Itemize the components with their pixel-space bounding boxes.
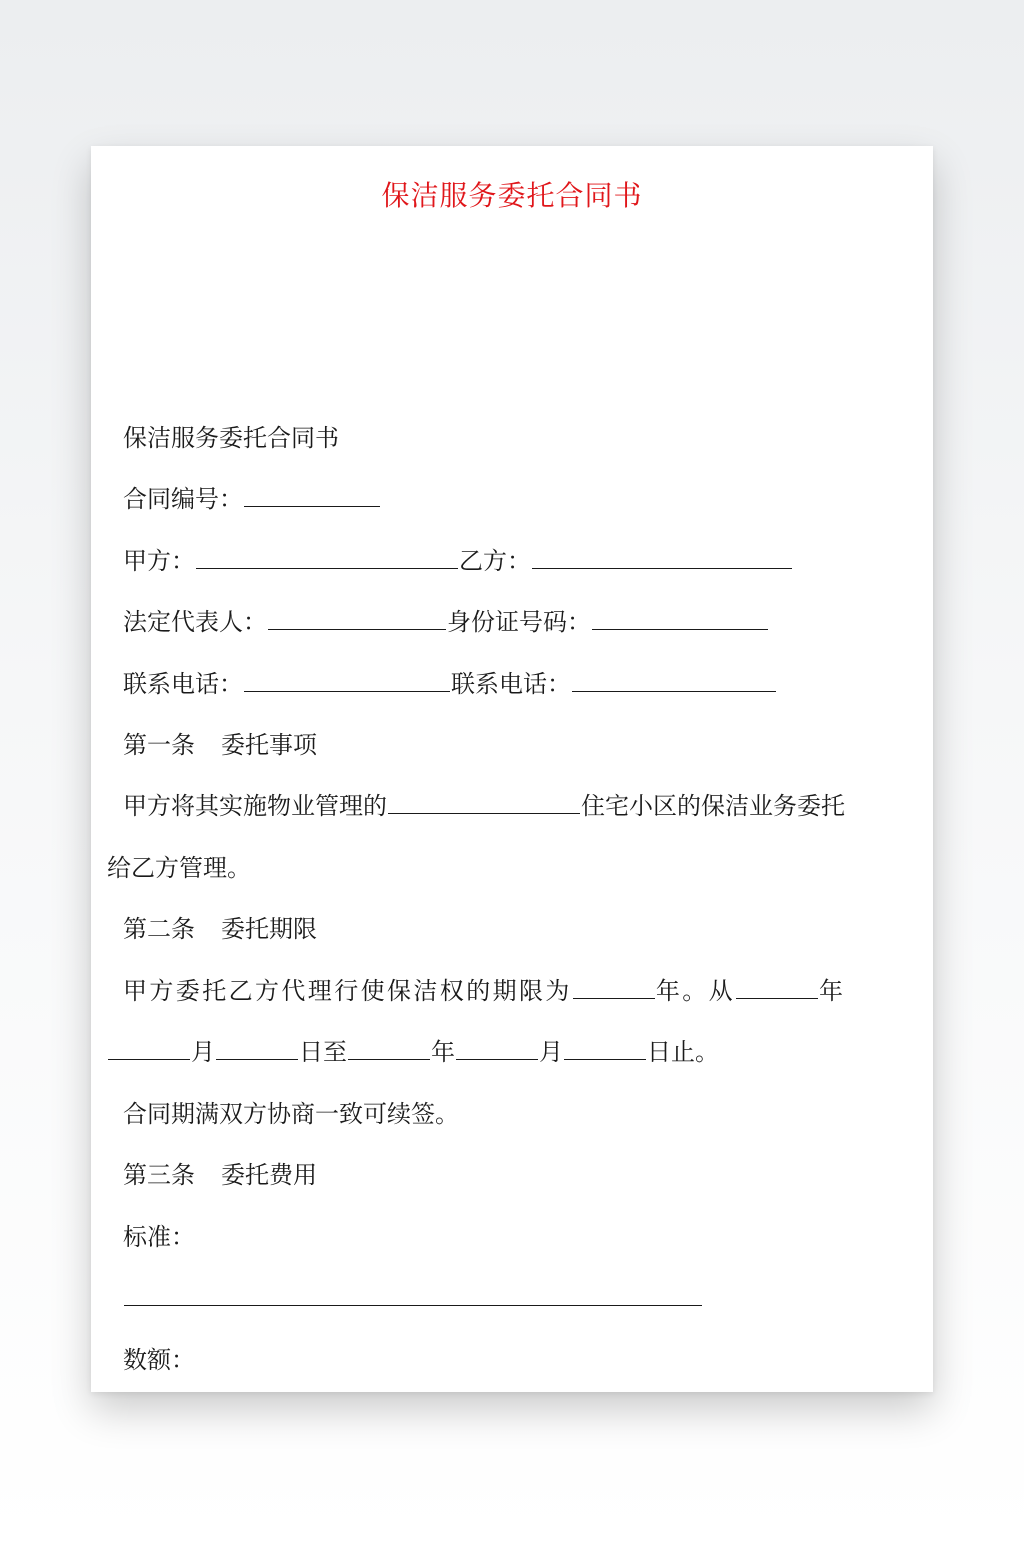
start-month-blank [108, 1037, 190, 1060]
party-b-label: 乙方： [459, 547, 531, 575]
article-2-number: 第二条 [123, 915, 195, 943]
document-title: 保洁服务委托合同书 [381, 179, 643, 212]
id-number-blank [592, 607, 768, 630]
contract-number-blank [244, 484, 380, 507]
phone-a-label: 联系电话： [123, 670, 243, 698]
article-3-title: 委托费用 [221, 1161, 317, 1189]
community-name-blank [388, 791, 580, 814]
article-2-day-end: 日止。 [647, 1038, 719, 1066]
start-year-blank [736, 976, 818, 999]
standard-blank [124, 1283, 702, 1306]
article-2-end-year-label: 年 [431, 1038, 455, 1066]
phone-row [123, 669, 777, 699]
phone-b-blank [572, 669, 776, 692]
article-2-title: 委托期限 [221, 915, 317, 943]
legal-representative-blank [268, 607, 446, 630]
term-years-blank [573, 976, 655, 999]
end-year-blank [348, 1037, 430, 1060]
article-2-end-month-label: 月 [539, 1038, 563, 1066]
party-a-blank [196, 546, 458, 569]
article-1-text-line1 [123, 791, 845, 821]
document-subtitle: 保洁服务委托合同书 [123, 424, 339, 452]
contract-number-label: 合同编号： [123, 485, 243, 513]
article-1-text-line2: 给乙方管理。 [107, 854, 251, 882]
article-2-heading [123, 914, 317, 944]
article-1-number: 第一条 [123, 731, 195, 759]
article-2-text-line2 [107, 1037, 719, 1067]
article-2-month-label: 月 [191, 1038, 215, 1066]
article-1-text-b: 住宅小区的保洁业务委托 [581, 792, 845, 820]
article-3-number: 第三条 [123, 1161, 195, 1189]
parties-row [123, 546, 793, 576]
end-month-blank [456, 1037, 538, 1060]
article-2-day-to: 日至 [299, 1038, 347, 1066]
representative-row [123, 607, 769, 637]
article-2-year-label: 年 [819, 977, 846, 1005]
id-number-label: 身份证号码： [447, 608, 591, 636]
contract-number-row [123, 484, 381, 514]
standard-row [123, 1283, 703, 1313]
standard-label: 标准： [123, 1223, 195, 1251]
article-2-renewal: 合同期满双方协商一致可续签。 [123, 1100, 459, 1128]
article-1-heading [123, 730, 317, 760]
phone-a-blank [244, 669, 450, 692]
end-day-blank [564, 1037, 646, 1060]
amount-label: 数额： [123, 1346, 195, 1374]
article-1-title: 委托事项 [221, 731, 317, 759]
contract-page [91, 146, 933, 1392]
article-2-text-a: 甲方委托乙方代理行使保洁权的期限为 [123, 977, 572, 1005]
article-3-heading [123, 1160, 317, 1190]
party-b-blank [532, 546, 792, 569]
article-2-text-line1 [123, 976, 845, 1006]
start-day-blank [216, 1037, 298, 1060]
legal-representative-label: 法定代表人： [123, 608, 267, 636]
party-a-label: 甲方： [123, 547, 195, 575]
phone-b-label: 联系电话： [451, 670, 571, 698]
article-2-year-from: 年。从 [655, 977, 736, 1005]
article-1-text-a: 甲方将其实施物业管理的 [123, 792, 387, 820]
